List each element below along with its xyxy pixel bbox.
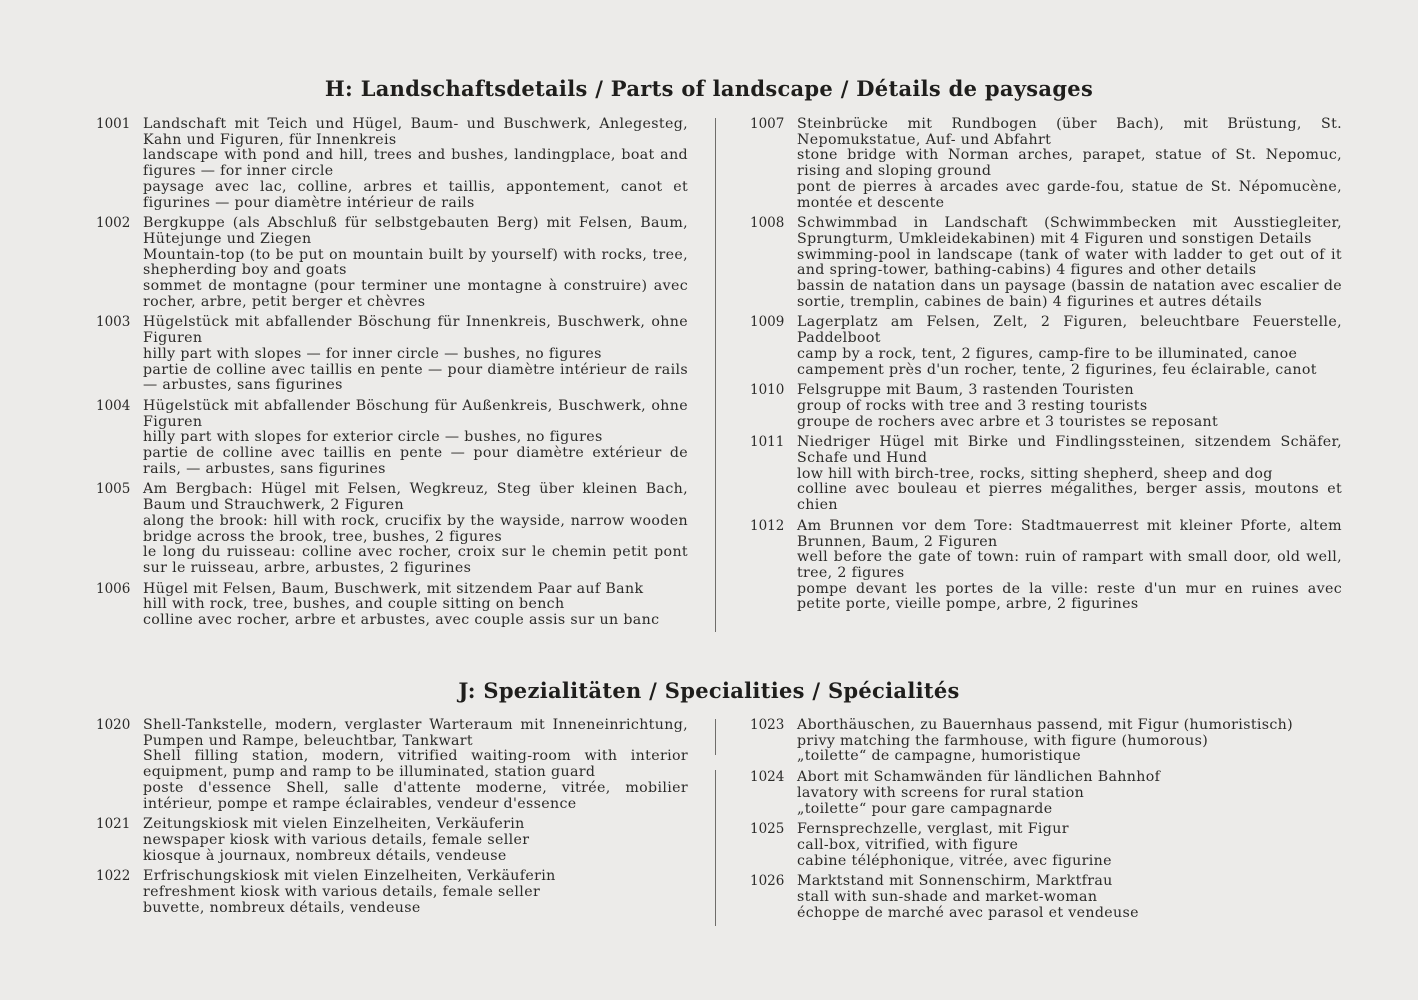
english-text: hilly part with slopes for exterior circle — bushes, no figures [143,429,603,446]
german-text: Bergkuppe (als Abschluß für selbstgebauten Berg) mit Felsen, Baum, Hütejunge und Ziegen [143,215,688,247]
english-text: stone bridge with Norman arches, parapet, statue of St. Nepomuc, rising and sloping ground [797,147,1342,180]
catalog-entry [750,117,1342,211]
item-description [797,216,1342,310]
item-number: 1005 [96,481,131,498]
english-text: lavatory with screens for rural station [797,784,1085,801]
catalog-entry [96,718,688,812]
catalog-entry [750,216,1342,310]
item-number: 1011 [750,434,785,451]
english-text: newspaper kiosk with various details, female seller [143,831,530,848]
catalog-entry [750,718,1342,765]
item-number: 1007 [750,116,785,132]
german-text: Steinbrücke mit Rundbogen (über Bach), mit Brüstung, St. Nepomukstatue, Auf- und Abfahrt [797,116,1342,148]
french-text: pompe devant les portes de la ville: reste d'un mur en ruines avec petite porte, vieille pompe, arbre, 2 figurines [797,580,1342,613]
item-number: 1003 [96,314,131,331]
english-text: camp by a rock, tent, 2 figures, camp-fire to be illuminated, canoe [797,345,1298,362]
item-description [143,817,688,864]
item-number: 1006 [96,580,131,597]
french-text: kiosque à journaux, nombreux détails, vendeuse [143,847,507,864]
item-description [797,770,1342,817]
english-text: hilly part with slopes — for inner circle — bushes, no figures [143,345,602,362]
french-text: „toilette“ de campagne, humoristique [797,748,1081,765]
item-description [797,117,1342,211]
item-description [797,822,1342,869]
item-description [797,383,1342,430]
french-text: sommet de montagne (pour terminer une montagne à construire) avec rocher, arbre, petit berger et chèvres [143,278,688,310]
french-text: échoppe de marché avec parasol et vendeuse [797,904,1139,921]
item-description [797,519,1342,613]
catalog-entry [750,435,1342,514]
french-text: paysage avec lac, colline, arbres et taillis, appontement, canot et figurines — pour diamètre intérieur de rails [143,178,688,211]
german-text: Zeitungskiosk mit vielen Einzelheiten, Verkäuferin [143,816,525,833]
french-text: partie de colline avec taillis en pente — pour diamètre extérieur de rails, — arbustes, sans figurines [143,445,688,477]
catalog-entry [96,216,688,310]
item-number: 1001 [96,116,131,132]
german-text: Abort mit Schamwänden für ländlichen Bahnhof [797,769,1161,786]
english-text: low hill with birch-tree, rocks, sitting shepherd, sheep and dog [797,465,1273,482]
item-number: 1008 [750,215,785,232]
catalog-entry [750,822,1342,869]
english-text: along the brook: hill with rock, crucifix by the wayside, narrow wooden bridge across the brook, tree, bushes, 2 figures [143,512,688,545]
english-text: Shell filling station, modern, vitrified waiting-room with interior equipment, pump and ramp to be illuminated, station guard [143,748,688,781]
english-text: call-box, vitrified, with figure [797,836,1019,853]
item-description [143,869,688,916]
item-number: 1010 [750,382,785,399]
german-text: Lagerplatz am Felsen, Zelt, 2 Figuren, beleuchtbare Feuerstelle, Paddelboot [797,314,1342,347]
catalog-entry [750,383,1342,430]
catalog-entry [96,315,688,394]
french-text: „toilette“ pour gare campagnarde [797,800,1053,817]
item-description [797,315,1342,378]
item-description [797,435,1342,514]
column-divider [715,719,716,755]
german-text: Schwimmbad in Landschaft (Schwimmbecken mit Ausstiegleiter, Sprungturm, Umkleidekabinen) mit 4 Figuren und sonstigen Details [797,215,1342,247]
item-number: 1004 [96,397,131,414]
german-text: Erfrischungskiosk mit vielen Einzelheiten, Verkäuferin [143,868,556,885]
french-text: bassin de natation dans un paysage (bassin de natation avec escalier de sortie, tremplin, cabines de bain) 4 figurines et autres détails [797,278,1342,310]
german-text: Felsgruppe mit Baum, 3 rastenden Touristen [797,382,1135,399]
column-divider [715,770,716,926]
item-description [143,718,688,812]
catalog-entry [96,399,688,478]
english-text: swimming-pool in landscape (tank of water with ladder to get out of it and spring-tower, bathing-cabins) 4 figures and other details [797,246,1342,279]
item-number: 1023 [750,717,785,733]
item-description [143,399,688,478]
catalog-entry [96,869,688,916]
catalog-entry [750,519,1342,613]
section-h-right-column [750,117,1342,618]
german-text: Hügelstück mit abfallender Böschung für Außenkreis, Buschwerk, ohne Figuren [143,397,688,430]
item-description [143,482,688,576]
german-text: Fernsprechzelle, verglast, mit Figur [797,821,1069,838]
section-j-title: J: Spezialitäten / Specialities / Spécialités [458,678,960,703]
french-text: buvette, nombreux détails, vendeuse [143,899,421,916]
item-number: 1009 [750,314,785,331]
item-number: 1026 [750,873,785,890]
french-text: colline avec bouleau et pierres mégalithes, berger assis, moutons et chien [797,481,1342,514]
item-number: 1020 [96,717,131,733]
english-text: Mountain-top (to be put on mountain built by yourself) with rocks, tree, shepherding boy and goats [143,246,688,279]
french-text: colline avec rocher, arbre et arbustes, avec couple assis sur un banc [143,612,660,629]
catalog-entry [96,582,688,629]
french-text: poste d'essence Shell, salle d'attente moderne, vitrée, mobilier intérieur, pompe et rampe éclairables, vendeur d'essence [143,779,688,812]
item-number: 1021 [96,816,131,833]
catalog-entry [750,874,1342,921]
german-text: Marktstand mit Sonnenschirm, Marktfrau [797,873,1113,890]
item-number: 1025 [750,821,785,838]
german-text: Am Brunnen vor dem Tore: Stadtmauerrest mit kleiner Pforte, altem Brunnen, Baum, 2 Figuren [797,517,1342,550]
french-text: cabine téléphonique, vitrée, avec figurine [797,852,1112,869]
section-h-title: H: Landschaftsdetails / Parts of landscape / Détails de paysages [324,76,1094,101]
catalog-entry [750,315,1342,378]
french-text: campement près d'un rocher, tente, 2 figurines, feu éclairable, canot [797,361,1317,378]
item-description [143,117,688,211]
german-text: Aborthäuschen, zu Bauernhaus passend, mit Figur (humoristisch) [797,717,1294,733]
item-number: 1024 [750,769,785,786]
item-description [143,315,688,394]
german-text: Shell-Tankstelle, modern, verglaster Warteraum mit Inneneinrichtung, Pumpen und Rampe, beleuchtbar, Tankwart [143,717,688,749]
item-number: 1002 [96,215,131,232]
english-text: privy matching the farmhouse, with figure (humorous) [797,732,1209,749]
catalog-entry [750,770,1342,817]
english-text: stall with sun-shade and market-woman [797,889,1098,906]
french-text: le long du ruisseau: colline avec rocher, croix sur le chemin petit pont sur le ruisseau, arbre, arbustes, 2 figurines [143,544,688,576]
german-text: Hügelstück mit abfallender Böschung für Innenkreis, Buschwerk, ohne Figuren [143,314,688,347]
catalog-entry [96,117,688,211]
french-text: groupe de rochers avec arbre et 3 touristes se reposant [797,413,1219,430]
item-number: 1022 [96,868,131,885]
german-text: Landschaft mit Teich und Hügel, Baum- und Buschwerk, Anlegesteg, Kahn und Figuren, für Innenkreis [143,116,688,148]
german-text: Niedriger Hügel mit Birke und Findlingssteinen, sitzendem Schäfer, Schafe und Hund [797,434,1342,467]
column-divider [715,118,716,632]
item-number: 1012 [750,517,785,534]
catalog-entry [96,817,688,864]
section-j-right-column [750,718,1342,926]
french-text: partie de colline avec taillis en pente — pour diamètre intérieur de rails — arbustes, sans figurines [143,361,688,394]
item-description [797,718,1342,765]
section-h-left-column [96,117,688,634]
german-text: Am Bergbach: Hügel mit Felsen, Wegkreuz, Steg über kleinen Bach, Baum und Strauchwerk, 2 Figuren [143,481,688,514]
item-description [797,874,1342,921]
english-text: group of rocks with tree and 3 resting tourists [797,397,1148,414]
catalog-entry [96,482,688,576]
english-text: well before the gate of town: ruin of rampart with small door, old well, tree, 2 figures [797,549,1342,581]
english-text: refreshment kiosk with various details, female seller [143,884,541,901]
item-description [143,582,688,629]
section-j-left-column [96,718,688,921]
item-description [143,216,688,310]
german-text: Hügel mit Felsen, Baum, Buschwerk, mit sitzendem Paar auf Bank [143,580,644,597]
french-text: pont de pierres à arcades avec garde-fou, statue de St. Népomucène, montée et descente [797,178,1342,211]
english-text: landscape with pond and hill, trees and bushes, landingplace, boat and figures — for inner circle [143,147,688,180]
english-text: hill with rock, tree, bushes, and couple sitting on bench [143,596,565,613]
